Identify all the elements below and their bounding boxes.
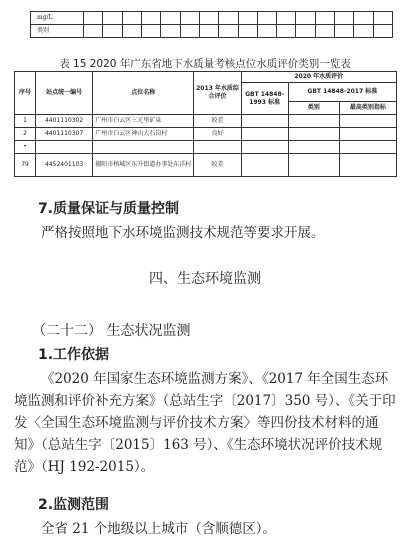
cell-code: 4401110302 [36,115,93,128]
cell-name: 广州市白云区神山大石岗村 [93,128,194,141]
cell-seq: 79 [15,154,36,177]
header-gbt-old: GBT 14848-1993 标准 [241,83,288,115]
cell-eval2013: 良好 [194,128,241,141]
cell-seq: • [15,141,36,154]
cell-code: 4401110307 [36,128,93,141]
cell-eval2013: 较差 [194,115,241,128]
category-cell: 类别 [31,25,84,38]
header-code: 站点统一编号 [36,72,93,115]
cell-eval2013 [194,141,241,154]
section-7-heading: 7.质量保证与质量控制 [38,201,180,217]
table-row [15,115,397,128]
scope-heading: 2.监测范围 [38,497,110,513]
cell-eval2013: 较差 [194,154,241,177]
table-row [15,154,397,177]
header-category: 类别 [288,102,339,115]
header-name: 点位名称 [93,72,194,115]
groundwater-evaluation-table [14,71,397,177]
table-row [31,25,393,38]
cell-name: 揭阳市榕城区东升街道办事处东洋村 [93,154,194,177]
cell-name [93,141,194,154]
table-row [15,128,397,141]
basis-heading: 1.工作依据 [38,347,110,363]
header-group2020: 2020 年水质评价 [241,72,396,83]
header-gbt-new: GBT 14848-2017 标准 [288,83,396,102]
previous-table-fragment [30,11,393,38]
scope-text: 全省 21 个地级以上城市（含顺德区）。 [41,521,277,537]
section-7-text: 严格按照地下水环境监测技术规范等要求开展。 [41,225,325,241]
chapter-heading: 四、生态环境监测 [149,271,261,287]
cell-seq: 1 [15,115,36,128]
header-worst-index: 最高类别指标 [339,102,396,115]
table-row [15,141,397,154]
subsection-heading: （二十二） 生态状况监测 [32,323,191,339]
cell-code: 4452401103 [36,154,93,177]
table-caption: 表 15 2020 年广东省地下水质量考核点位水质评价类别一览表 [59,58,351,70]
header-eval2013: 2013 年水质综合评价 [194,72,241,115]
header-seq: 序号 [15,72,36,115]
cell-seq: 2 [15,128,36,141]
unit-cell: mg/L [31,12,84,25]
table-row [31,12,393,25]
cell-code [36,141,93,154]
basis-text: 《2020 年国家生态环境监测方案》、《2017 年全国生态环境监测和评价补充方案》（总站生字〔2017〕350 号）、《关于印发〈全国生态环境监测与评价技术方案〉等四份技术材料的通知》（总站生字〔2015〕163 号）、《生态环境状况评价技术规范》（HJ 192-2015）。 [14,371,396,475]
cell-name: 广州市白云区三元里矿泉 [93,115,194,128]
table-header-row [15,72,397,83]
